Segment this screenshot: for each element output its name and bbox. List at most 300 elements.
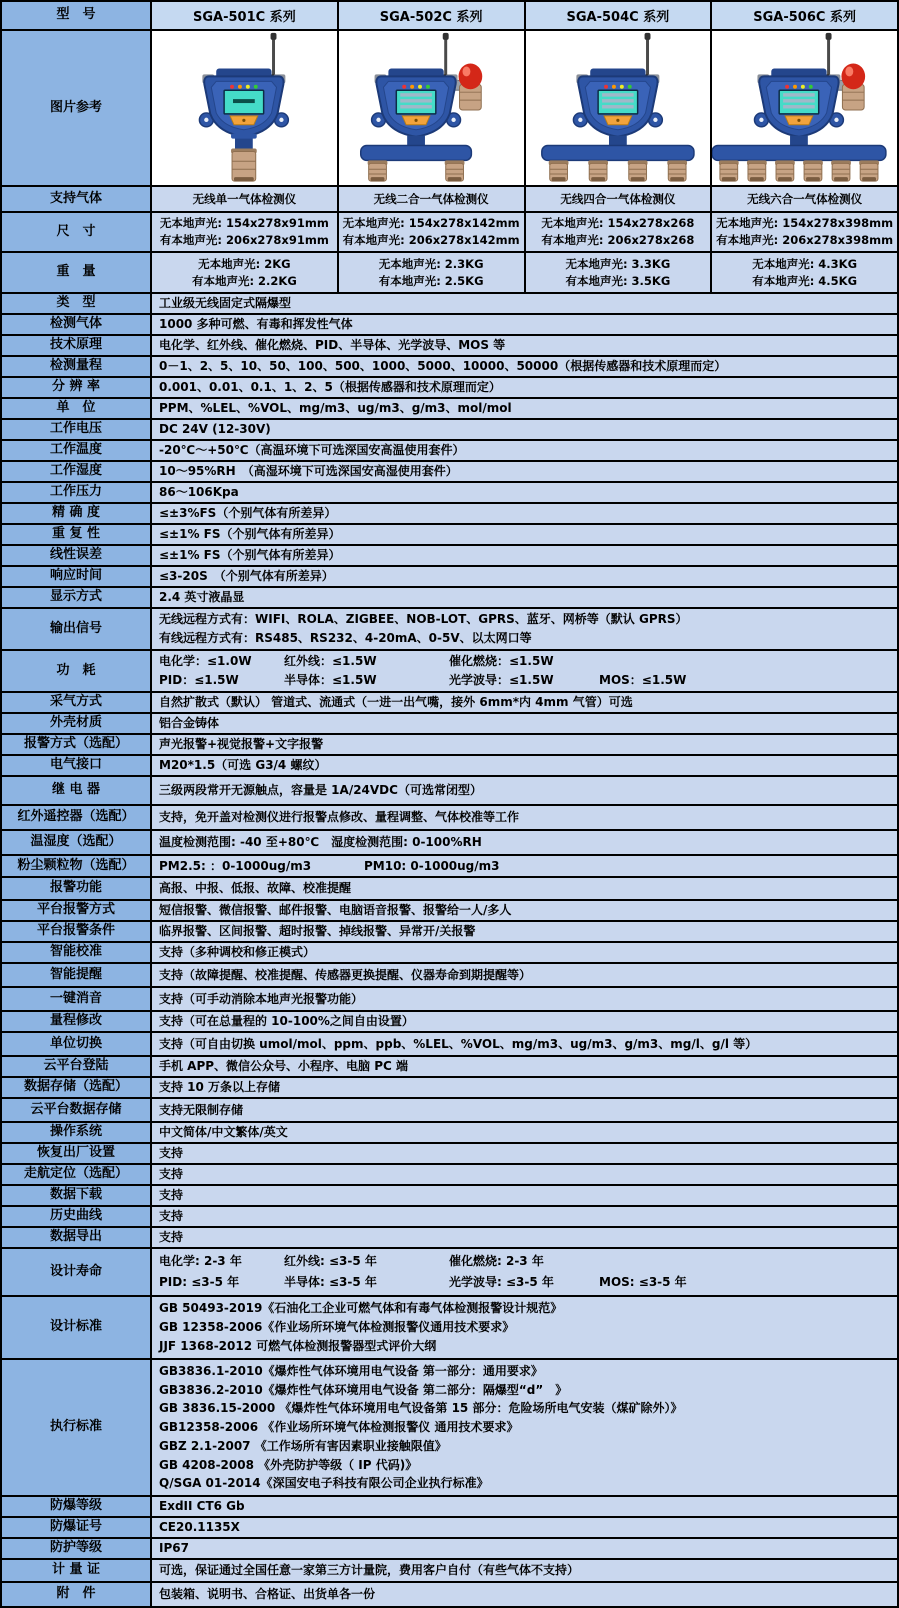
row-value: [152, 567, 897, 588]
value-text: ≤3-20S （个别气体有所差异）: [159, 569, 334, 583]
spec-row: [2, 525, 897, 546]
value-line: [152, 859, 897, 874]
model-spec-value: [526, 187, 713, 213]
value-line: [152, 992, 897, 1007]
model-header: SGA-501C 系列: [152, 2, 339, 31]
row-label: 精 确 度: [2, 504, 152, 525]
spec-row: [2, 315, 897, 336]
model-spec-line: 无本地声光: 2.3KG: [378, 256, 484, 271]
model-spec-row: [2, 253, 897, 294]
value-line: [152, 1401, 897, 1416]
row-label: 工作压力: [2, 483, 152, 504]
value-line: [152, 317, 897, 332]
row-label: 一键消音: [2, 988, 152, 1012]
row-value: [152, 806, 897, 831]
row-value: [152, 378, 897, 399]
row-value: [152, 964, 897, 988]
spec-row: [2, 1078, 897, 1099]
spec-row: [2, 357, 897, 378]
value-text: CE20.1135X: [159, 1520, 240, 1534]
row-label: 分 辨 率: [2, 378, 152, 399]
row-label: 恢复出厂设置: [2, 1144, 152, 1165]
value-line: [152, 1541, 897, 1556]
row-label: 工作电压: [2, 420, 152, 441]
value-line: [152, 1014, 897, 1029]
row-label: 单 位: [2, 399, 152, 420]
value-line: [152, 737, 897, 752]
spec-row: [2, 1360, 897, 1497]
row-value: [152, 943, 897, 964]
spec-row: [2, 1144, 897, 1165]
model-spec-line: 无本地声光: 4.3KG: [752, 256, 858, 271]
model-spec-line: 无本地声光: 154x278x398mm: [716, 216, 894, 231]
value-text: 电化学、红外线、催化燃烧、PID、半导体、光学波导、MOS 等: [159, 338, 506, 352]
spec-row: [2, 504, 897, 525]
row-value: [152, 315, 897, 336]
row-value: [152, 1033, 897, 1057]
value-line: [152, 1420, 897, 1435]
value-text: GB 4208-2008 《外壳防护等级（ IP 代码)》: [159, 1457, 418, 1472]
value-segment: PID：≤1.5W: [159, 672, 239, 687]
model-spec-value: [339, 253, 526, 294]
row-label: 设计寿命: [2, 1249, 152, 1297]
value-line: [152, 422, 897, 437]
row-label: 响应时间: [2, 567, 152, 588]
value-line: [152, 673, 897, 688]
row-label: 设计标准: [2, 1297, 152, 1360]
spec-row: [2, 441, 897, 462]
value-text: 中文简体/中文繁体/英文: [159, 1125, 288, 1139]
model-spec-value: [339, 213, 526, 253]
row-value: [152, 922, 897, 943]
value-text: 支持: [159, 1188, 184, 1202]
value-text: GB 12358-2006《作业场所环境气体检测报警仪通用技术要求》: [159, 1320, 515, 1334]
row-label: 技术原理: [2, 336, 152, 357]
value-segment: PM10: 0-1000ug/m3: [364, 858, 500, 873]
row-label: 尺 寸: [2, 213, 152, 253]
row-value: [152, 988, 897, 1012]
value-text: 支持: [159, 1209, 184, 1223]
row-label: 平台报警条件: [2, 922, 152, 943]
spec-row: [2, 420, 897, 441]
value-text: ExdII CT6 Gb: [159, 1499, 245, 1513]
model-spec-value: [526, 253, 713, 294]
row-label: 智能提醒: [2, 964, 152, 988]
value-text: 1000 多种可燃、有毒和挥发性气体: [159, 317, 353, 331]
model-row-label: 型 号: [2, 2, 152, 31]
value-line: [152, 548, 897, 563]
spec-row: [2, 1033, 897, 1057]
value-line: [152, 1383, 897, 1398]
value-line: [152, 1458, 897, 1473]
row-label: 重 复 性: [2, 525, 152, 546]
row-label: 报警功能: [2, 878, 152, 901]
value-text: 支持（故障提醒、校准提醒、传感器更换提醒、仪器寿命到期提醒等）: [159, 967, 532, 982]
row-value: [152, 1518, 897, 1539]
model-spec-line: 无线四合一气体检测仪: [560, 191, 676, 206]
model-spec-row: [2, 187, 897, 213]
row-label: 计 量 证: [2, 1560, 152, 1583]
value-line: [152, 1080, 897, 1095]
row-value: [152, 1186, 897, 1207]
model-spec-line: 无本地声光: 3.3KG: [565, 256, 671, 271]
spec-row: [2, 336, 897, 357]
image-row-label: 图片参考: [2, 31, 152, 187]
row-value: [152, 483, 897, 504]
value-line: [152, 716, 897, 731]
spec-row: [2, 294, 897, 315]
model-spec-line: 有本地声光: 206x278x91mm: [159, 233, 329, 248]
row-label: 数据下载: [2, 1186, 152, 1207]
row-label: 防爆等级: [2, 1497, 152, 1518]
spec-row: [2, 1518, 897, 1539]
spec-row: [2, 831, 897, 856]
row-value: [152, 1497, 897, 1518]
model-spec-line: 有本地声光: 4.5KG: [752, 273, 858, 288]
value-text: GB3836.2-2010《爆炸性气体环境用电气设备 第二部分：隔爆型“d” 》: [159, 1382, 568, 1397]
value-text: 支持: [159, 1146, 184, 1160]
value-segment: MOS：≤1.5W: [599, 672, 687, 687]
value-text: 2.4 英寸液晶显: [159, 590, 245, 604]
value-text: JJF 1368-2012 可燃气体检测报警器型式评价大纲: [159, 1339, 437, 1353]
value-text: 可选，保证通过全国任意一家第三方计量院，费用客户自付（有些气体不支持）: [159, 1563, 580, 1577]
row-value: [152, 1099, 897, 1123]
spec-row: [2, 1057, 897, 1078]
value-line: [152, 1439, 897, 1454]
row-label: 显示方式: [2, 588, 152, 609]
value-line: [152, 1339, 897, 1354]
row-label: 外壳材质: [2, 714, 152, 735]
header-row: [2, 2, 897, 31]
value-text: ≤±1% FS（个别气体有所差异）: [159, 548, 341, 562]
row-label: 线性误差: [2, 546, 152, 567]
value-line: [152, 1364, 897, 1379]
row-label: 防护等级: [2, 1539, 152, 1560]
value-line: [152, 1275, 897, 1290]
row-value: [152, 1123, 897, 1144]
row-label: 防爆证号: [2, 1518, 152, 1539]
spec-row: [2, 609, 897, 651]
product-image-cell: [339, 31, 526, 187]
row-value: [152, 693, 897, 714]
row-value: [152, 1249, 897, 1297]
model-spec-line: 无线六合一气体检测仪: [747, 191, 863, 206]
value-segment: PID: ≤3-5 年: [159, 1274, 240, 1289]
value-line: [152, 380, 897, 395]
model-spec-line: 有本地声光: 206x278x268: [541, 233, 695, 248]
row-value: [152, 856, 897, 878]
value-line: [152, 810, 897, 825]
row-label: 功 耗: [2, 651, 152, 693]
sga-504c-detector-icon: [526, 32, 711, 184]
row-label: 重 量: [2, 253, 152, 294]
spec-row: [2, 651, 897, 693]
value-line: [152, 1563, 897, 1578]
spec-row: [2, 1207, 897, 1228]
value-line: [152, 783, 897, 798]
row-value: [152, 1560, 897, 1583]
row-label: 粉尘颗粒物（选配）: [2, 856, 152, 878]
row-label: 红外遥控器（选配）: [2, 806, 152, 831]
value-text: M20*1.5（可选 G3/4 螺纹）: [159, 758, 327, 772]
value-text: 支持（可自由切换 umol/mol、ppm、ppb、%LEL、%VOL、mg/m3、ug/m3、g/m3、mg/l、g/l 等）: [159, 1036, 758, 1051]
model-spec-line: 有本地声光: 206x278x142mm: [342, 233, 520, 248]
value-text: 三级两段常开无源触点，容量是 1A/24VDC（可选常闭型）: [159, 783, 482, 797]
image-row: [2, 31, 897, 187]
value-text: 无线远程方式有：WIFI、ROLA、ZIGBEE、NOB-LOT、GPRS、蓝牙、网桥等（默认 GPRS）: [159, 612, 688, 627]
value-text: 支持: [159, 1230, 184, 1244]
spec-row: [2, 483, 897, 504]
value-text: 10～95%RH （高湿环境下可选深国安高湿使用套件）: [159, 464, 458, 478]
row-value: [152, 546, 897, 567]
value-line: [152, 758, 897, 773]
spec-row: [2, 378, 897, 399]
row-value: [152, 1297, 897, 1360]
value-line: [152, 968, 897, 983]
value-line: [152, 631, 897, 646]
row-label: 继 电 器: [2, 777, 152, 806]
value-line: [152, 590, 897, 605]
value-line: [152, 945, 897, 960]
spec-row: [2, 1012, 897, 1033]
spec-row: [2, 1497, 897, 1518]
row-value: [152, 399, 897, 420]
value-text: 铝合金铸体: [159, 716, 220, 730]
value-line: [152, 903, 897, 918]
row-value: [152, 336, 897, 357]
model-header: SGA-504C 系列: [526, 2, 713, 31]
value-segment: 催化燃烧：≤1.5W: [449, 654, 554, 669]
spec-row: [2, 1228, 897, 1249]
spec-row: [2, 1249, 897, 1297]
row-label: 检测量程: [2, 357, 152, 378]
value-line: [152, 1188, 897, 1203]
value-text: 支持无限制存储: [159, 1102, 244, 1117]
row-label: 平台报警方式: [2, 901, 152, 922]
value-line: [152, 1301, 897, 1316]
value-line: [152, 464, 897, 479]
row-value: [152, 462, 897, 483]
value-line: [152, 612, 897, 627]
value-text: GBZ 2.1-2007 《工作场所有害因素职业接触限值》: [159, 1438, 447, 1453]
value-text: 86～106Kpa: [159, 485, 239, 499]
value-line: [152, 527, 897, 542]
row-value: [152, 420, 897, 441]
spec-row: [2, 693, 897, 714]
row-value: [152, 756, 897, 777]
row-value: [152, 1057, 897, 1078]
value-line: [152, 1103, 897, 1118]
spec-row: [2, 756, 897, 777]
value-text: ≤±1% FS（个别气体有所差异）: [159, 527, 341, 541]
model-spec-line: 有本地声光: 3.5KG: [565, 273, 671, 288]
model-spec-value: [526, 213, 713, 253]
model-spec-value: [152, 213, 339, 253]
value-line: [152, 1167, 897, 1182]
value-text: 支持（多种调校和修正模式）: [159, 945, 316, 959]
model-spec-value: [152, 187, 339, 213]
value-text: 0.001、0.01、0.1、1、2、5（根据传感器和技术原理而定）: [159, 380, 501, 394]
value-text: 高报、中报、低报、故障、校准提醒: [159, 881, 352, 895]
value-segment: 半导体：≤1.5W: [284, 672, 377, 687]
value-segment: 电化学：≤1.0W: [159, 654, 252, 669]
model-header: SGA-506C 系列: [712, 2, 897, 31]
spec-row: [2, 806, 897, 831]
value-line: [152, 359, 897, 374]
row-label: 智能校准: [2, 943, 152, 964]
row-value: [152, 1207, 897, 1228]
product-image-cell: [152, 31, 339, 187]
spec-row: [2, 1099, 897, 1123]
value-text: DC 24V (12-30V): [159, 422, 271, 436]
model-spec-line: 有本地声光: 206x278x398mm: [716, 233, 894, 248]
model-spec-line: 无线二合一气体检测仪: [373, 191, 489, 206]
row-label: 操作系统: [2, 1123, 152, 1144]
value-text: GB12358-2006 《作业场所环境气体检测报警仪 通用技术要求》: [159, 1420, 519, 1434]
row-label: 数据导出: [2, 1228, 152, 1249]
row-label: 附 件: [2, 1583, 152, 1606]
row-value: [152, 357, 897, 378]
value-line: [152, 401, 897, 416]
row-value: [152, 504, 897, 525]
value-text: ≤±3%FS（个别气体有所差异）: [159, 506, 337, 520]
value-line: [152, 1320, 897, 1335]
value-text: GB3836.1-2010《爆炸性气体环境用电气设备 第一部分：通用要求》: [159, 1363, 543, 1378]
value-line: [152, 1125, 897, 1140]
model-spec-line: 无本地声光: 154x278x268: [541, 216, 695, 231]
value-line: [152, 1209, 897, 1224]
model-spec-value: [712, 213, 897, 253]
model-spec-line: 无线单一气体检测仪: [192, 191, 297, 206]
spec-row: [2, 1583, 897, 1606]
value-text: IP67: [159, 1541, 189, 1555]
value-segment: 电化学: 2-3 年: [159, 1254, 242, 1269]
spec-row: [2, 1165, 897, 1186]
row-label: 走航定位（选配）: [2, 1165, 152, 1186]
spec-row: [2, 735, 897, 756]
row-label: 工作温度: [2, 441, 152, 462]
row-value: [152, 294, 897, 315]
value-segment: 红外线: ≤3-5 年: [284, 1254, 377, 1269]
row-value: [152, 777, 897, 806]
model-spec-value: [339, 187, 526, 213]
row-label: 单位切换: [2, 1033, 152, 1057]
value-text: GB 50493-2019《石油化工企业可燃气体和有毒气体检测报警设计规范》: [159, 1301, 563, 1315]
row-value: [152, 1144, 897, 1165]
row-label: 电气接口: [2, 756, 152, 777]
row-label: 类 型: [2, 294, 152, 315]
row-value: [152, 831, 897, 856]
spec-row: [2, 988, 897, 1012]
value-text: Q/SGA 01-2014《深国安电子科技有限公司企业执行标准》: [159, 1476, 489, 1491]
value-line: [152, 1059, 897, 1074]
value-line: [152, 881, 897, 896]
spec-row: [2, 1186, 897, 1207]
row-value: [152, 1165, 897, 1186]
row-label: 采气方式: [2, 693, 152, 714]
value-segment: 红外线：≤1.5W: [284, 654, 377, 669]
value-text: 0－1、2、5、10、50、100、500、1000、5000、10000、50000（根据传感器和技术原理而定）: [159, 359, 727, 373]
product-image-cell: [526, 31, 713, 187]
value-line: [152, 1520, 897, 1535]
spec-row: [2, 943, 897, 964]
value-line: [152, 485, 897, 500]
row-label: 执行标准: [2, 1360, 152, 1497]
spec-row: [2, 399, 897, 420]
row-value: [152, 1078, 897, 1099]
row-label: 报警方式（选配）: [2, 735, 152, 756]
row-label: 输出信号: [2, 609, 152, 651]
row-value: [152, 1228, 897, 1249]
value-text: 声光报警+视觉报警+文字报警: [159, 737, 324, 751]
value-text: 临界报警、区间报警、超时报警、掉线报警、异常开/关报警: [159, 924, 476, 938]
spec-row: [2, 922, 897, 943]
row-value: [152, 878, 897, 901]
value-text: -20℃～+50℃（高温环境下可选深国安高温使用套件）: [159, 443, 465, 457]
value-line: [152, 1037, 897, 1052]
row-value: [152, 651, 897, 693]
value-text: 支持（可手动消除本地声光报警功能）: [159, 991, 364, 1006]
model-spec-row: [2, 213, 897, 253]
row-value: [152, 588, 897, 609]
row-label: 数据存储（选配）: [2, 1078, 152, 1099]
value-line: [152, 924, 897, 939]
model-header: SGA-502C 系列: [339, 2, 526, 31]
row-label: 云平台数据存储: [2, 1099, 152, 1123]
value-line: [152, 569, 897, 584]
row-label: 量程修改: [2, 1012, 152, 1033]
value-line: [152, 338, 897, 353]
spec-row: [2, 588, 897, 609]
spec-row: [2, 878, 897, 901]
sga-506c-detector-icon: [712, 32, 897, 184]
value-line: [152, 1254, 897, 1269]
value-text: 支持，免开盖对检测仪进行报警点修改、量程调整、气体校准等工作: [159, 810, 520, 824]
row-value: [152, 525, 897, 546]
value-line: [152, 654, 897, 669]
value-segment: 催化燃烧: 2-3 年: [449, 1254, 544, 1269]
model-spec-value: [712, 187, 897, 213]
value-text: 短信报警、微信报警、邮件报警、电脑语音报警、报警给一人/多人: [159, 903, 512, 917]
row-label: 工作湿度: [2, 462, 152, 483]
row-value: [152, 735, 897, 756]
spec-row: [2, 567, 897, 588]
row-value: [152, 1012, 897, 1033]
spec-row: [2, 1560, 897, 1583]
product-image-cell: [712, 31, 897, 187]
row-label: 云平台登陆: [2, 1057, 152, 1078]
model-spec-value: [712, 253, 897, 294]
value-line: [152, 695, 897, 710]
value-segment: 光学波导: ≤3-5 年: [449, 1274, 554, 1289]
value-text: 包装箱、说明书、合格证、出货单各一份: [159, 1587, 376, 1601]
sga-501c-detector-icon: [152, 32, 337, 184]
spec-row: [2, 964, 897, 988]
model-spec-line: 无本地声光: 154x278x142mm: [342, 216, 520, 231]
row-value: [152, 1360, 897, 1497]
value-segment: 半导体: ≤3-5 年: [284, 1274, 377, 1289]
value-text: 自然扩散式（默认） 管道式、流通式（一进一出气嘴，接外 6mm*内 4mm 气管）可选: [159, 695, 633, 709]
sga-502c-detector-icon: [339, 32, 524, 184]
row-value: [152, 609, 897, 651]
row-label: 温湿度（选配）: [2, 831, 152, 856]
value-text: 有线远程方式有：RS485、RS232、4-20mA、0-5V、以太网口等: [159, 630, 532, 645]
model-spec-line: 有本地声光: 2.5KG: [378, 273, 484, 288]
value-text: PPM、%LEL、%VOL、mg/m3、ug/m3、g/m3、mol/mol: [159, 401, 512, 415]
value-line: [152, 1476, 897, 1491]
spec-row: [2, 1123, 897, 1144]
value-text: 支持: [159, 1167, 184, 1181]
